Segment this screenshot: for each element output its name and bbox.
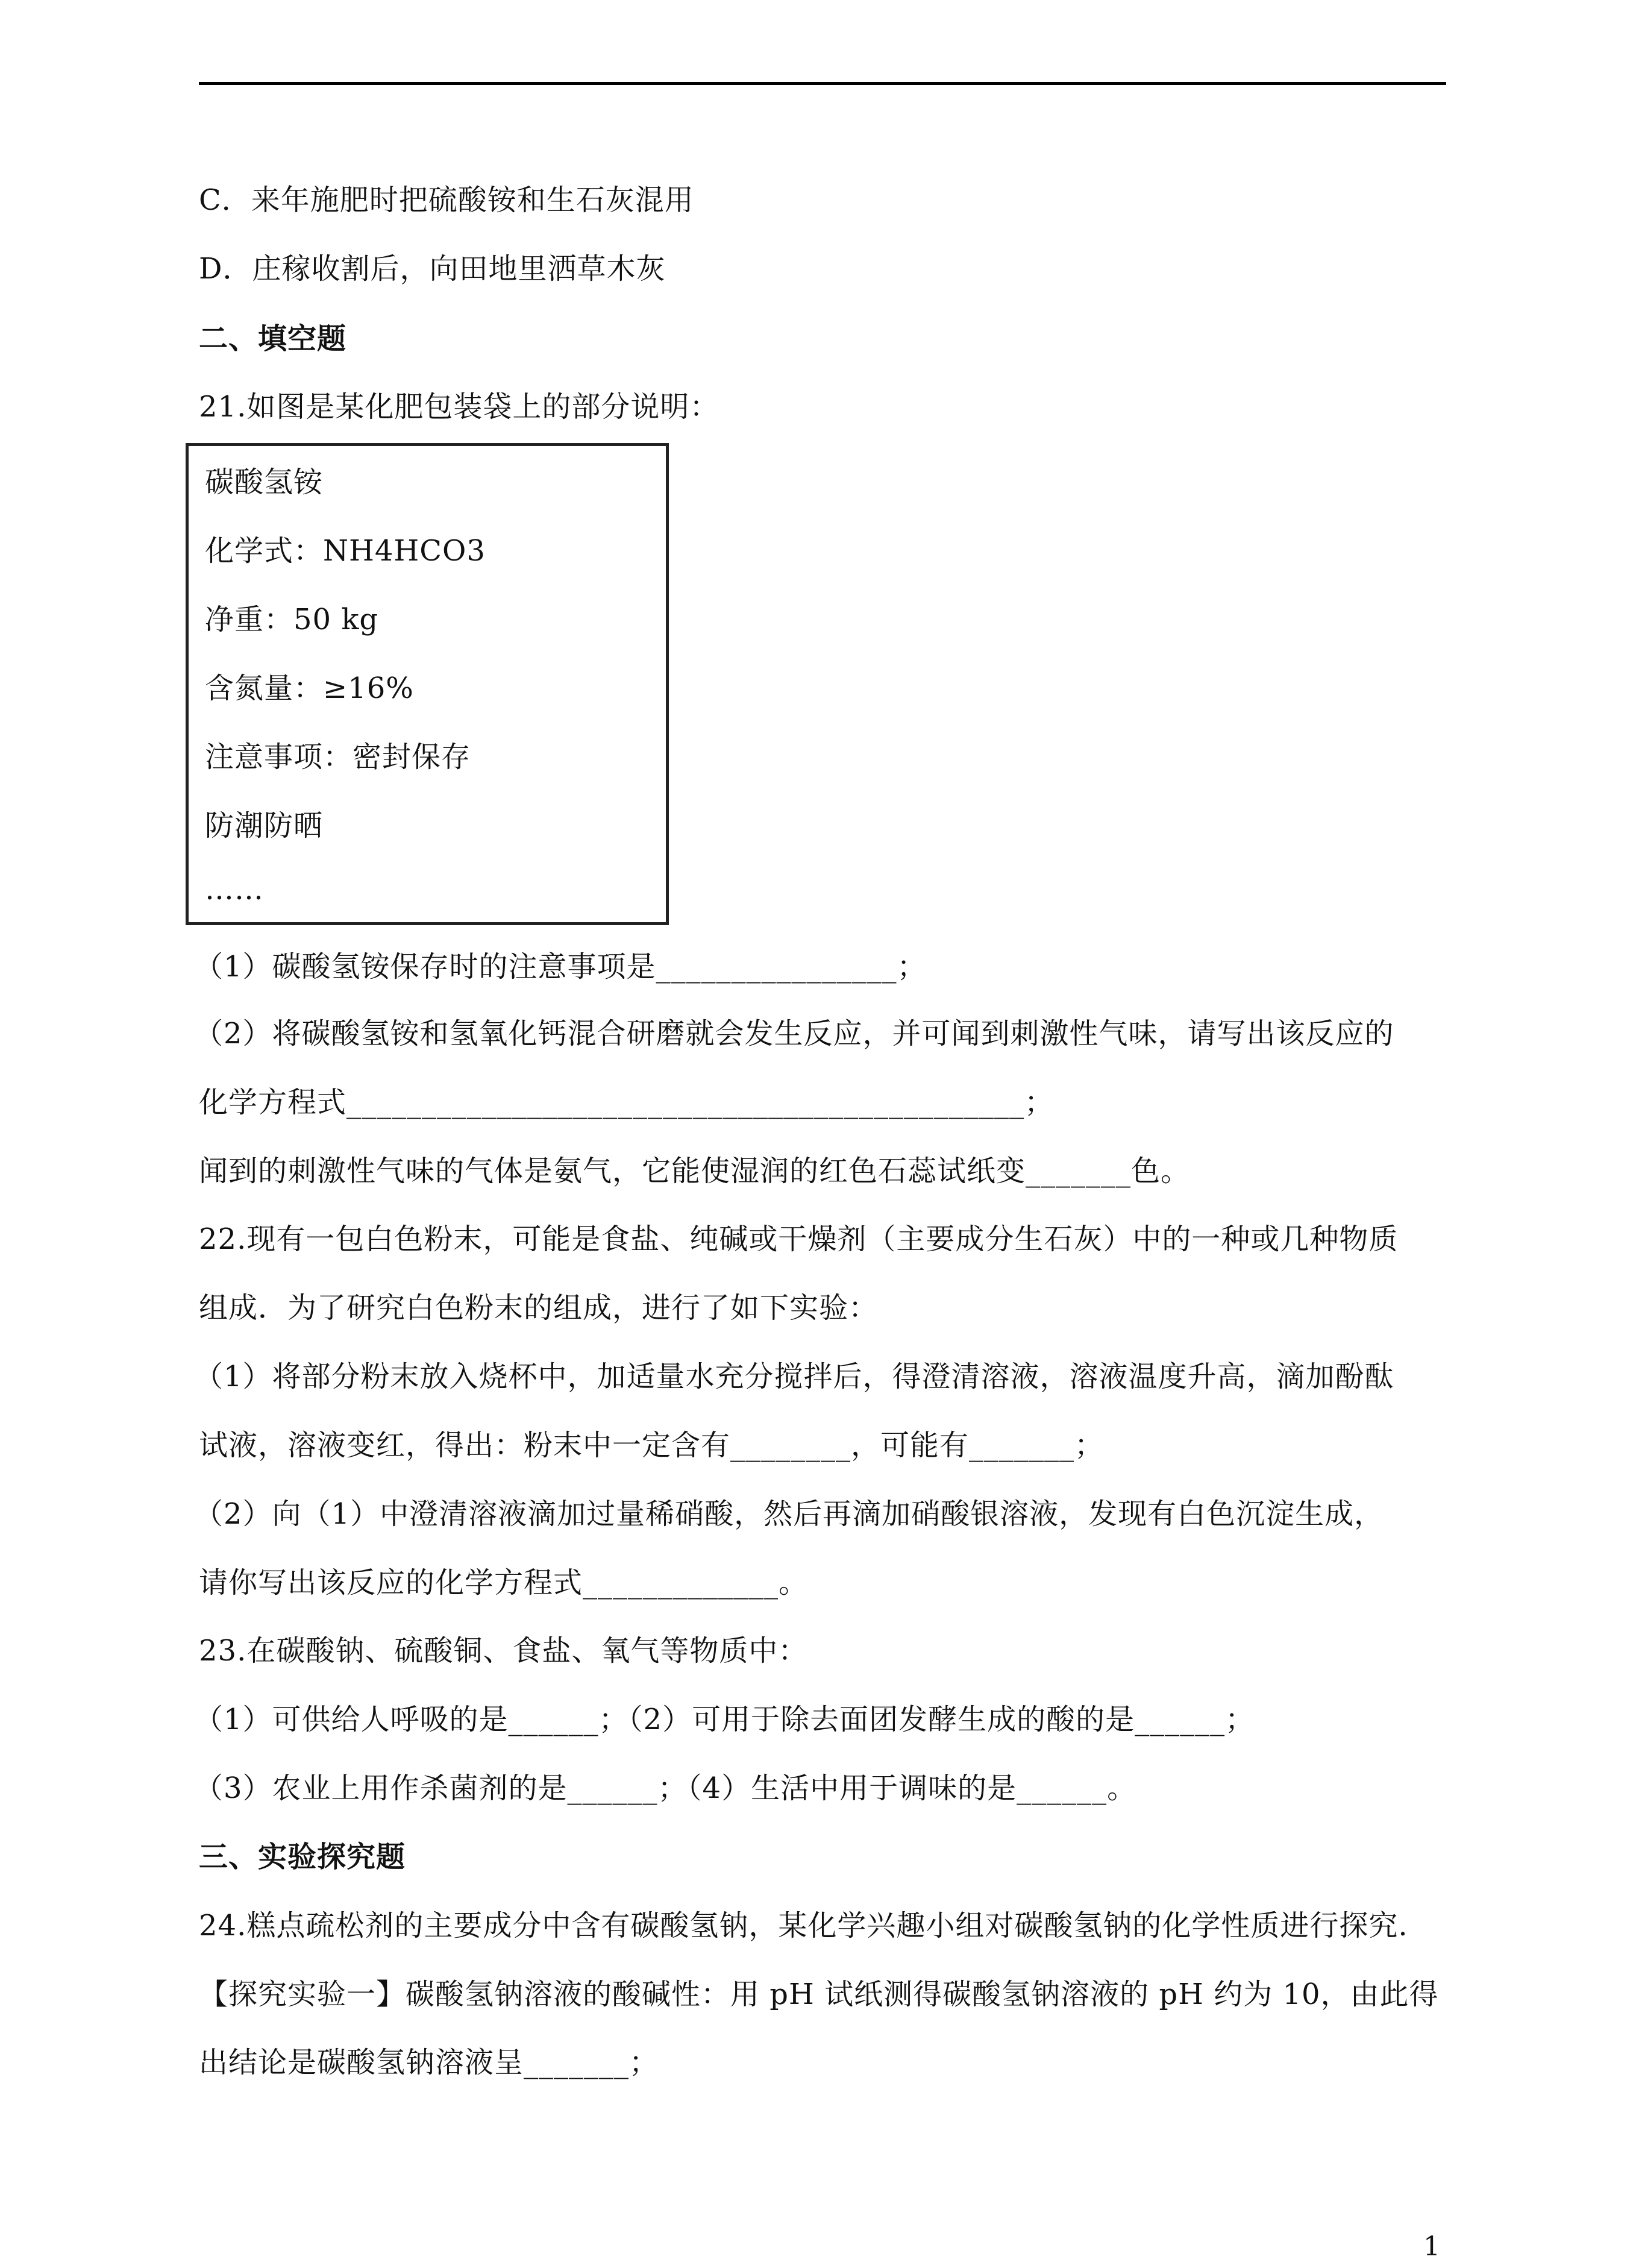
q21-part-2-line-1: （2）将碳酸氢铵和氢氧化钙混合研磨就会发生反应，并可闻到刺激性气味，请写出该反应的: [194, 1017, 1394, 1051]
option-c: C．来年施肥时把硫酸铵和生石灰混用: [199, 183, 694, 217]
q23-parts-1-2: （1）可供给人呼吸的是______；（2）可用于除去面团发酵生成的酸的是______；: [194, 1703, 1255, 1736]
header-rule: [199, 82, 1446, 85]
q24-experiment-1-line-1: 【探究实验一】碳酸氢钠溶液的酸碱性：用 pH 试纸测得碳酸氢钠溶液的 pH 约为 10，由此得: [199, 1977, 1439, 2011]
label-ellipsis: ……: [205, 873, 264, 906]
q22-part-1-line-2: 试液，溶液变红，得出：粉末中一定含有________，可能有_______；: [199, 1428, 1105, 1462]
q21-part-1: （1）碳酸氢铵保存时的注意事项是________________；: [194, 950, 927, 984]
question-21: 21.如图是某化肥包装袋上的部分说明：: [199, 390, 719, 424]
q21-part-2-line-2: 化学方程式_____________________________________________；: [199, 1085, 1055, 1119]
label-weight: 净重：50 kg: [205, 603, 379, 636]
section-heading-fill-blank: 二、填空题: [199, 322, 347, 356]
question-22-line-2: 组成．为了研究白色粉末的组成，进行了如下实验：: [199, 1291, 879, 1325]
label-notice: 注意事项：密封保存: [205, 740, 471, 774]
label-product-name: 碳酸氢铵: [205, 465, 324, 499]
label-notice-2: 防潮防晒: [205, 809, 324, 843]
q24-experiment-1-line-2: 出结论是碳酸氢钠溶液呈_______；: [199, 2046, 659, 2079]
q22-part-2-line-1: （2）向（1）中澄清溶液滴加过量稀硝酸，然后再滴加硝酸银溶液，发现有白色沉淀生成，: [194, 1497, 1384, 1531]
option-d: D．庄稼收割后，向田地里洒草木灰: [199, 252, 666, 286]
question-22-line-1: 22.现有一包白色粉末，可能是食盐、纯碱或干燥剂（主要成分生石灰）中的一种或几种物质: [199, 1222, 1399, 1256]
q22-part-2-line-2: 请你写出该反应的化学方程式_____________。: [199, 1566, 809, 1600]
label-nitrogen: 含氮量：≥16%: [205, 671, 414, 705]
q22-part-1-line-1: （1）将部分粉末放入烧杯中，加适量水充分搅拌后，得澄清溶液，溶液温度升高，滴加酚酞: [194, 1360, 1394, 1393]
page-number: 1: [1423, 2231, 1440, 2262]
q21-part-3: 闻到的刺激性气味的气体是氨气，它能使湿润的红色石蕊试纸变_______色。: [199, 1154, 1191, 1188]
section-heading-experiment: 三、实验探究题: [199, 1840, 406, 1874]
q23-parts-3-4: （3）农业上用作杀菌剂的是______；（4）生活中用于调味的是______。: [194, 1771, 1137, 1805]
fertilizer-label-box: [186, 443, 669, 925]
question-23: 23.在碳酸钠、硫酸铜、食盐、氧气等物质中：: [199, 1634, 808, 1668]
question-24: 24.糕点疏松剂的主要成分中含有碳酸氢钠，某化学兴趣小组对碳酸氢钠的化学性质进行探究.: [199, 1909, 1408, 1943]
label-formula: 化学式：NH4HCO3: [205, 534, 486, 568]
